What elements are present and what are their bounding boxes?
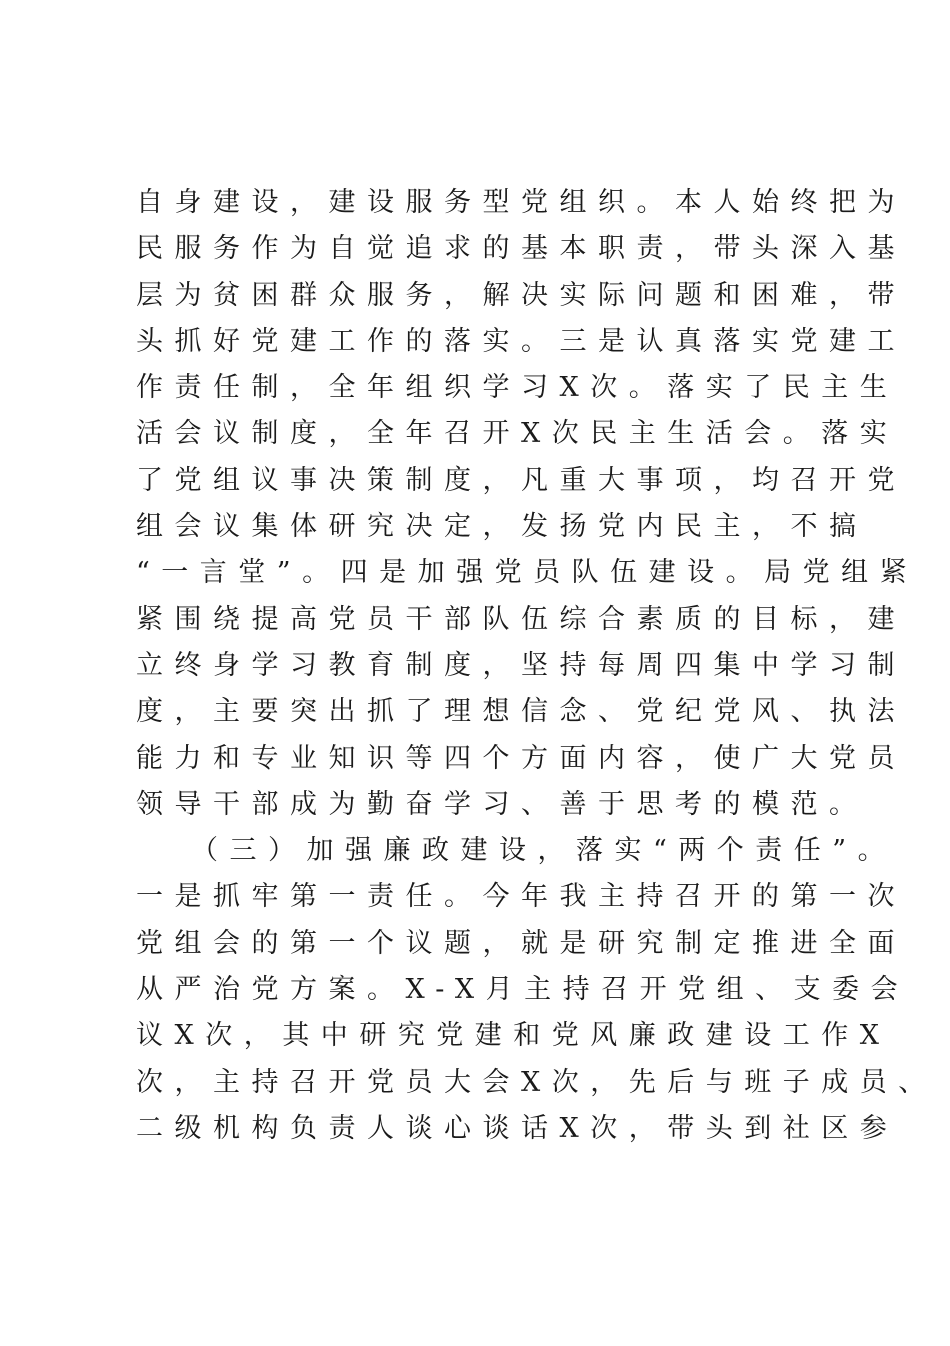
text-line: 度，主要突出抓了理想信念、党纪党风、执法: [136, 696, 906, 728]
text-line: 层为贫困群众服务，解决实际问题和困难，带: [136, 279, 906, 311]
text-line: 领导干部成为勤奋学习、善于思考的模范。: [136, 788, 868, 820]
text-line: 党组会的第一个议题，就是研究制定推进全面: [136, 927, 906, 959]
text-line: 一是抓牢第一责任。今年我主持召开的第一次: [136, 881, 906, 913]
text-line: 紧围绕提高党员干部队伍综合素质的目标，建: [136, 603, 906, 635]
text-line: 活会议制度，全年召开X次民主生活会。落实: [136, 418, 899, 450]
text-line: 议X次，其中研究党建和党风廉政建设工作X: [136, 1020, 891, 1052]
text-line: 了党组议事决策制度，凡重大事项，均召开党: [136, 464, 906, 496]
text-line: 次，主持召开党员大会X次，先后与班子成员、: [136, 1066, 937, 1098]
text-line: 民服务作为自觉追求的基本职责，带头深入基: [136, 233, 906, 265]
text-line: 组会议集体研究决定，发扬党内民主，不搞: [136, 511, 868, 543]
body-text: [136, 180, 937, 1152]
text-line: 自身建设，建设服务型党组织。本人始终把为: [136, 187, 906, 218]
text-line: 头抓好党建工作的落实。三是认真落实党建工: [136, 325, 906, 357]
text-line: “一言堂”。四是加强党员队伍建设。局党组紧: [136, 557, 919, 589]
text-line: 二级机构负责人谈心谈话X次，带头到社区参: [136, 1112, 899, 1144]
text-line: 作责任制，全年组织学习X次。落实了民主生: [136, 372, 899, 404]
text-line: 从严治党方案。X-X月主持召开党组、支委会: [136, 974, 910, 1006]
section-heading: （三）加强廉政建设，落实“两个责任”。: [191, 835, 897, 867]
text-line: 立终身学习教育制度，坚持每周四集中学习制: [136, 649, 906, 681]
text-line: 能力和专业知识等四个方面内容，使广大党员: [136, 742, 906, 774]
